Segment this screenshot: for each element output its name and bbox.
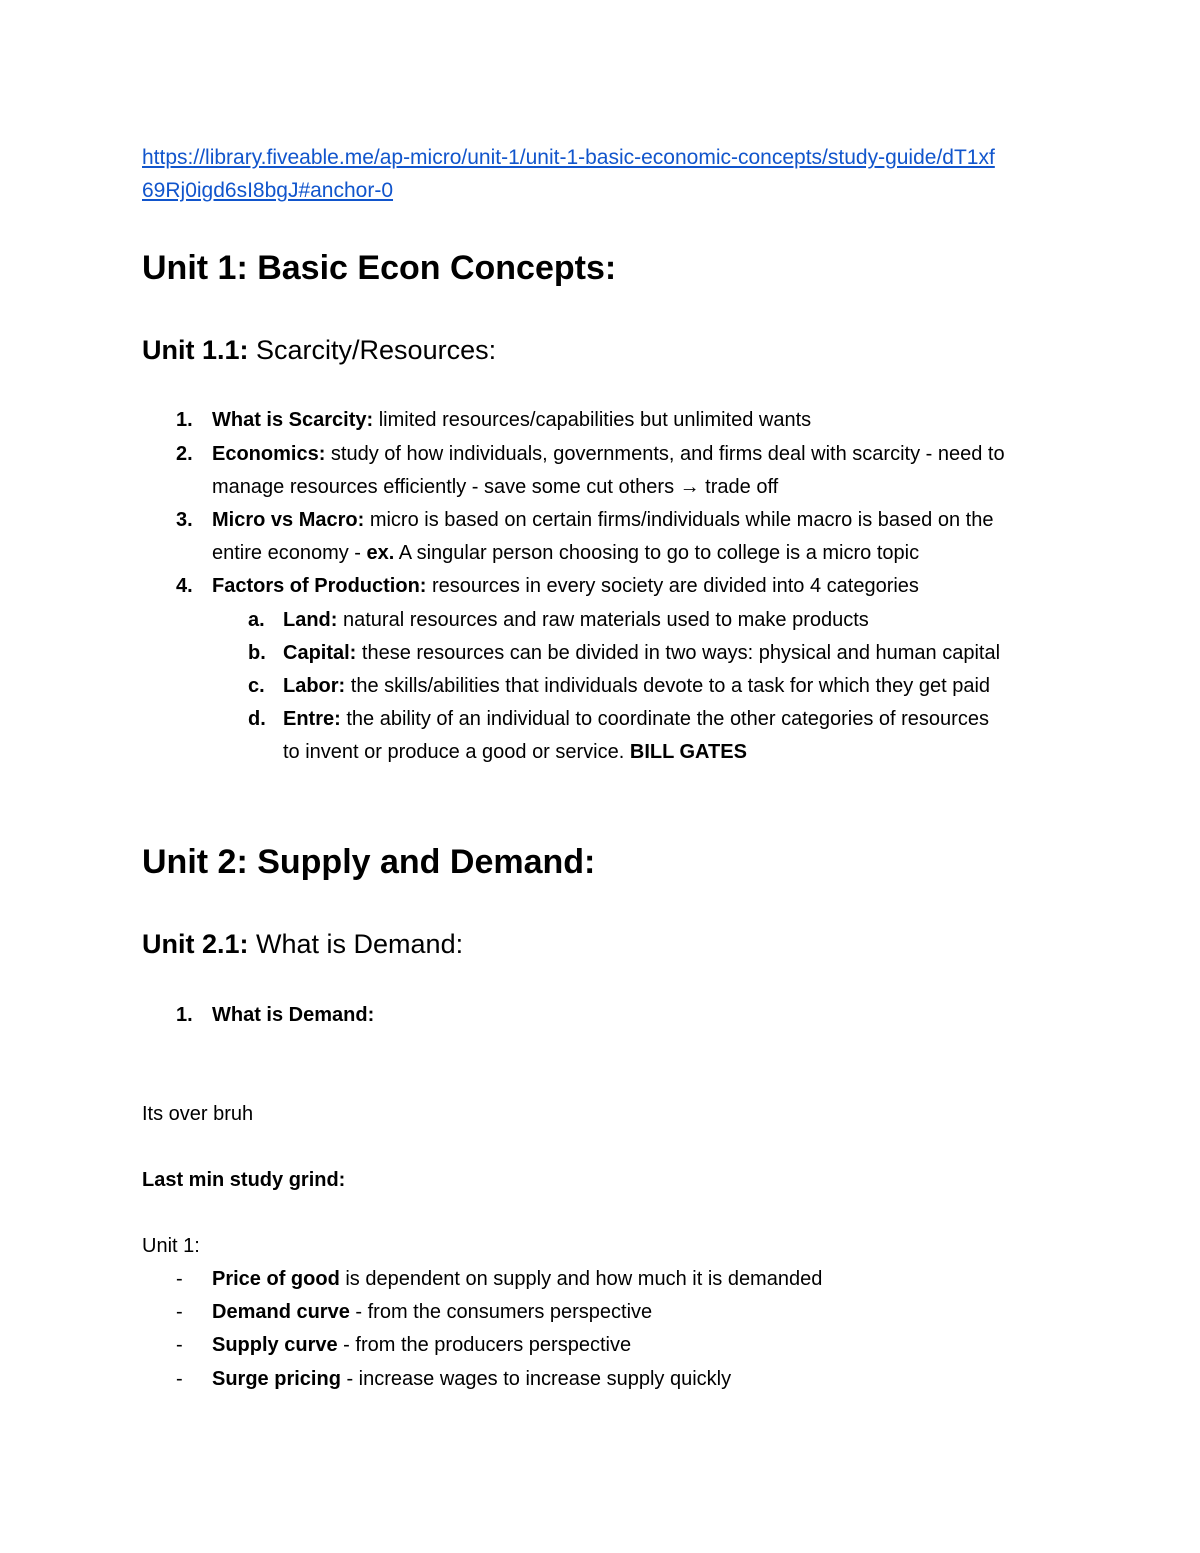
sublist-letter: a. <box>248 609 265 631</box>
list-item-micro-macro <box>212 507 993 533</box>
list-number: 1. <box>176 1004 193 1026</box>
note-its-over: Its over bruh <box>142 1103 254 1125</box>
bill-gates-label: BILL GATES <box>629 741 747 763</box>
list-item-economics-cont: manage resources efficiently - save some cut others → trade off <box>212 476 779 498</box>
bullet-dash: - <box>176 1301 183 1323</box>
unit1-heading: Unit 1: Basic Econ Concepts: <box>142 249 617 287</box>
sublist-item-entre <box>283 706 989 732</box>
list-item-text: micro is based on certain firms/individuals while macro is based on the <box>364 509 994 531</box>
sublist-item-text: the ability of an individual to coordinate the other categories of resources <box>340 708 989 730</box>
list-item-term: What is Demand: <box>212 1004 375 1026</box>
unit1-1-title: Scarcity/Resources: <box>248 335 497 365</box>
bullet-text: - from the consumers perspective <box>349 1301 653 1323</box>
bullet-dash: - <box>176 1268 183 1290</box>
sublist-item-labor <box>283 673 990 699</box>
list-item-text: limited resources/capabilities but unlimited wants <box>373 409 812 431</box>
sublist-item-term: Labor: <box>283 675 346 697</box>
bullet-term: Surge pricing <box>212 1368 341 1390</box>
list-item-text: A singular person choosing to go to college is a micro topic <box>394 542 920 564</box>
unit1-1-subheading <box>142 334 496 366</box>
note-unit1-label: Unit 1: <box>142 1235 200 1257</box>
unit2-1-title: What is Demand: <box>248 929 464 959</box>
unit2-heading: Unit 2: Supply and Demand: <box>142 843 596 881</box>
list-number: 4. <box>176 575 193 597</box>
bullet-price-of-good <box>212 1266 822 1292</box>
sublist-item-capital <box>283 640 1000 666</box>
sublist-item-text: the skills/abilities that individuals devote to a task for which they get paid <box>345 675 991 697</box>
sublist-letter: c. <box>248 675 265 697</box>
bullet-term: Demand curve <box>212 1301 350 1323</box>
list-item-scarcity <box>212 407 811 433</box>
sublist-letter: d. <box>248 708 266 730</box>
list-item-economics <box>212 441 1005 467</box>
study-grind-label: Last min study grind: <box>142 1169 346 1191</box>
bullet-dash: - <box>176 1334 183 1356</box>
sublist-item-text: to invent or produce a good or service. <box>283 741 630 763</box>
sublist-item-entre-cont <box>283 739 747 765</box>
bullet-term: Price of good <box>212 1268 340 1290</box>
sublist-letter: b. <box>248 642 266 664</box>
sublist-item-term: Entre: <box>283 708 341 730</box>
unit2-1-label: Unit 2.1: <box>142 929 249 959</box>
list-item-micro-macro-cont <box>212 540 919 566</box>
bullet-text: is dependent on supply and how much it is demanded <box>339 1268 823 1290</box>
list-item-text: resources in every society are divided into 4 categories <box>426 575 919 597</box>
bullet-text: - from the producers perspective <box>337 1334 632 1356</box>
example-label: ex. <box>366 542 395 564</box>
bullet-text: - increase wages to increase supply quickly <box>340 1368 732 1390</box>
sublist-item-land <box>283 607 869 633</box>
bullet-supply-curve <box>212 1332 631 1358</box>
list-item-text: study of how individuals, governments, and firms deal with scarcity - need to <box>325 443 1005 465</box>
list-number: 1. <box>176 409 193 431</box>
list-number: 2. <box>176 443 193 465</box>
list-item-what-is-demand <box>212 1002 374 1028</box>
sublist-item-text: natural resources and raw materials used to make products <box>337 609 869 631</box>
list-item-text: entire economy - <box>212 542 367 564</box>
sublist-item-text: these resources can be divided in two ways: physical and human capital <box>356 642 1001 664</box>
study-guide-link-line2[interactable]: 69Rj0igd6sI8bgJ#anchor-0 <box>142 179 394 202</box>
bullet-term: Supply curve <box>212 1334 338 1356</box>
list-number: 3. <box>176 509 193 531</box>
bullet-demand-curve <box>212 1299 652 1325</box>
list-item-term: Factors of Production: <box>212 575 427 597</box>
unit2-1-subheading <box>142 928 463 960</box>
bullet-dash: - <box>176 1368 183 1390</box>
study-guide-link-line1[interactable]: https://library.fiveable.me/ap-micro/unit-1/unit-1-basic-economic-concepts/study-guide/dT1xf <box>142 146 995 169</box>
list-item-term: What is Scarcity: <box>212 409 374 431</box>
list-item-term: Micro vs Macro: <box>212 509 365 531</box>
list-item-term: Economics: <box>212 443 326 465</box>
unit1-1-label: Unit 1.1: <box>142 335 249 365</box>
note-study-grind <box>142 1167 345 1193</box>
sublist-item-term: Capital: <box>283 642 357 664</box>
bullet-surge-pricing <box>212 1366 731 1392</box>
list-item-factors <box>212 573 919 599</box>
sublist-item-term: Land: <box>283 609 338 631</box>
